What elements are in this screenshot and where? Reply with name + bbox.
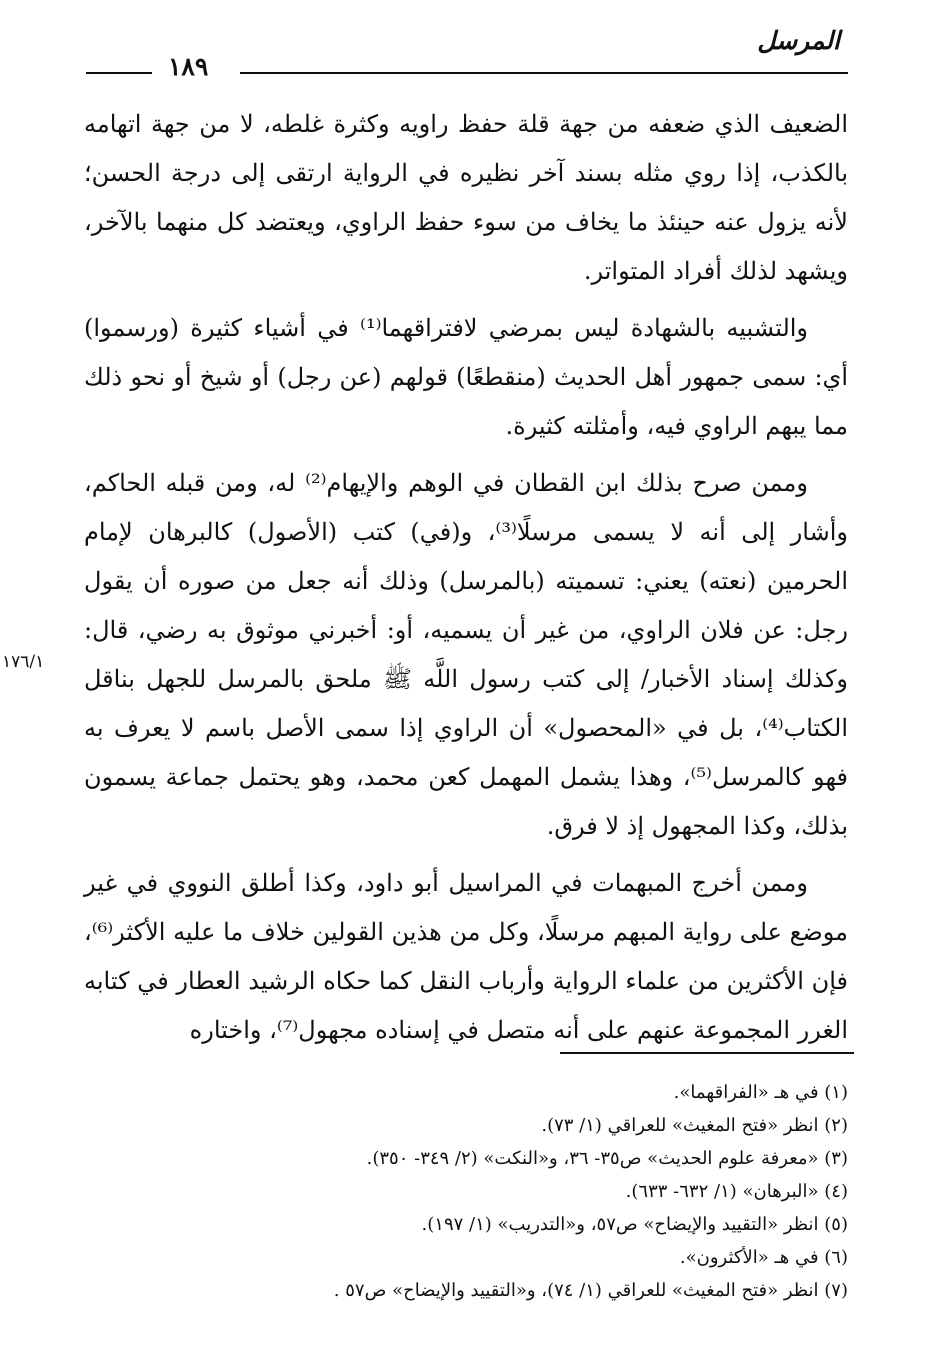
- footnote-7: (٧) انظر «فتح المغيث» للعراقي (١/ ٧٤)، و«التقييد والإيضاح» ص٥٧ .: [333, 1280, 848, 1301]
- paragraph-1: الضعيف الذي ضعفه من جهة قلة حفظ راويه وكثرة غلطه، لا من جهة اتهامه بالكذب، إذا روي مثله بسند آخر نظيره في الرواية ارتقى إلى درجة الحسن؛ لأنه يزول عنه حينئذ ما يخاف من سوء حفظ الراوي، ويعتضد كل منهما بالآخر، ويشهد لذلك أفراد المتواتر.: [84, 110, 848, 285]
- page-number: ١٨٩: [168, 52, 209, 81]
- footnote-6: (٦) في هـ «الأكثرون».: [679, 1247, 848, 1268]
- header-rule-short: [86, 72, 152, 74]
- paragraph-3: وممن صرح بذلك ابن القطان في الوهم والإيهام⁽²⁾ له، ومن قبله الحاكم، وأشار إلى أنه لا يسمى مرسلًا⁽³⁾، و(في) كتب (الأصول) كالبرهان لإمام الحرمين (نعته) يعني: تسميته (بالمرسل) وذلك أنه جعل من صوره أن يقول رجل: عن فلان الراوي، من غير أن يسميه، أو: أخبرني موثوق به رضي، قال: وكذلك إسناد الأخبار/ إلى كتب رسول اللَّه ﷺ ملحق بالمرسل للجهل بناقل الكتاب⁽⁴⁾، بل في «المحصول» أن الراوي إذا سمى الأصل باسم لا يعرف به فهو كالمرسل⁽⁵⁾، وهذا يشمل المهمل كعن محمد، وهو يحتمل جماعة يسمون بذلك، وكذا المجهول إذ لا فرق.: [84, 469, 848, 840]
- footnotes: [84, 1076, 848, 1307]
- paragraph-2: والتشبيه بالشهادة ليس بمرضي لافتراقهما⁽¹⁾ في أشياء كثيرة (ورسموا) أي: سمى جمهور أهل الحديث (منقطعًا) قولهم (عن رجل) أو شيخ أو نحو ذلك مما يبهم الراوي فيه، وأمثلته كثيرة.: [84, 314, 848, 440]
- footnote-2: (٢) انظر «فتح المغيث» للعراقي (١/ ٧٣).: [541, 1115, 848, 1136]
- footnote-1: (١) في هـ «الفراقهما».: [673, 1082, 848, 1103]
- footnote-3: (٣) «معرفة علوم الحديث» ص٣٥- ٣٦، و«النكت» (٢/ ٣٤٩- ٣٥٠).: [366, 1148, 848, 1169]
- header-rule-long: [240, 72, 848, 74]
- footnote-5: (٥) انظر «التقييد والإيضاح» ص٥٧، و«التدريب» (١/ ١٩٧).: [421, 1214, 848, 1235]
- running-header-title: المرسل: [757, 26, 840, 55]
- manuscript-folio-note: ١٧٦/١: [2, 652, 45, 672]
- main-text: [84, 100, 848, 1063]
- footnote-4: (٤) «البرهان» (١/ ٦٣٢- ٦٣٣).: [625, 1181, 848, 1202]
- paragraph-4: وممن أخرج المبهمات في المراسيل أبو داود، وكذا أطلق النووي في غير موضع على رواية المبهم مرسلًا، وكل من هذين القولين خلاف ما عليه الأكثر⁽⁶⁾، فإن الأكثرين من علماء الرواية وأرباب النقل كما حكاه الرشيد العطار في كتابه الغرر المجموعة عنهم على أنه متصل في إسناده مجهول⁽⁷⁾، واختاره: [84, 869, 848, 1044]
- footnote-separator: [560, 1052, 854, 1054]
